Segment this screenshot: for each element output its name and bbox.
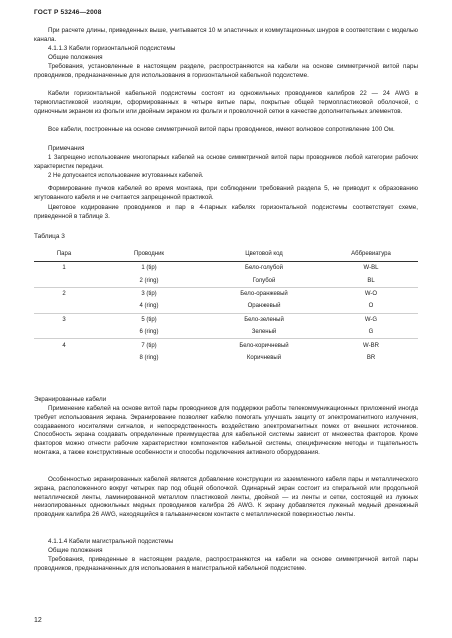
cell-abbr: W-G — [324, 313, 418, 326]
section-heading-4114: 4.1.1.4 Кабели магистральной подсистемы — [48, 538, 174, 545]
note-2: 2 Не допускается использование жгутованных кабелей. — [48, 173, 204, 179]
cell-conductor: 6 (ring) — [139, 329, 159, 336]
section-heading-4113: 4.1.1.3 Кабели горизонтальной подсистемы — [48, 45, 176, 52]
cell-abbr: W-BR — [324, 339, 418, 352]
cell-abbr: W-BL — [324, 262, 418, 275]
cell-color: Голубой — [252, 277, 276, 284]
cell-color: Коричневый — [246, 354, 282, 361]
notes-title: Примечания — [48, 145, 85, 152]
cell-conductor: 7 (tip) — [94, 339, 204, 352]
color-code-table — [34, 247, 418, 364]
cell-pair — [34, 352, 94, 364]
header-conductor: Проводник — [94, 247, 204, 262]
paragraph-length-note: При расчете длины, приведенных выше, учитывается 10 м эластичных и коммутационных шнуров в соответствии с моделью канала. — [34, 27, 418, 43]
table-row — [34, 274, 418, 287]
paragraph-bundling: Формирование пучков кабелей во время монтажа, при соблюдении требований раздела 5, не приводит к образованию жгутованного кабеля и не считается запрещенной практикой. — [34, 185, 418, 201]
cell-conductor: 5 (tip) — [94, 313, 204, 326]
table-row — [34, 287, 418, 300]
paragraph-backbone-scope: Требования, приведенные в настоящем разделе, распространяются на кабели на основе симметричной витой пары проводников, предназначенных для использования в магистральной кабельной подсистеме. — [34, 556, 418, 572]
cell-pair: 2 — [34, 287, 94, 300]
cell-color: Бело-коричневый — [204, 339, 324, 352]
table-title: Таблица 3 — [34, 233, 65, 240]
cell-color: Бело-голубой — [204, 262, 324, 275]
cell-color: Оранжевый — [247, 303, 281, 310]
document-header: ГОСТ Р 53246—2008 — [34, 9, 102, 16]
cell-abbr: W-O — [324, 287, 418, 300]
cell-conductor: 4 (ring) — [139, 303, 159, 310]
subheading-general: Общие положения — [48, 54, 103, 61]
table-row — [34, 313, 418, 326]
cell-color: Бело-оранжевый — [204, 287, 324, 300]
cell-conductor: 8 (ring) — [139, 354, 159, 361]
cell-abbr: O — [368, 303, 374, 310]
cell-abbr: G — [368, 329, 374, 336]
table-row — [34, 326, 418, 339]
cell-pair: 1 — [34, 262, 94, 275]
paragraph-construction: Кабели горизонтальной кабельной подсистемы состоят из одножильных проводников калибров 22 — 24 AWG в термопластиковой изоляции, сформированных в четыре витые пары, покрытые общей термопластиковой оболочкой, с одиночным экраном из фольги или двойным экраном из фольги и проволочной сетки в качестве дополнительных элементов. — [34, 90, 418, 115]
table-header-row — [34, 247, 418, 262]
header-pair: Пара — [34, 247, 94, 262]
header-abbreviation: Аббревиатура — [324, 247, 418, 262]
paragraph-shielding-purpose: Применение кабелей на основе витой пары проводников для поддержки работы телекоммуникационных приложений иногда требует использования экрана. Экранирование позволяет кабелю помогать улучшать защиту от электромагнитного излучения, создаваемого носителями сигналов, и непосредственность воздействию электромагнитных помех от внешних источников. Способность экрана создавать определенные преимущества для кабельной системы зависит от множества факторов. Кроме факторов можно отнести рабочие характеристики компонентов кабельной системы, специфические методы и тщательность монтажа, а также конструктивные особенности и способы подключения активного оборудования. — [34, 405, 418, 456]
header-color-code: Цветовой код — [204, 247, 324, 262]
table-row — [34, 352, 418, 364]
cell-color: Зеленый — [251, 329, 277, 336]
cell-conductor: 2 (ring) — [139, 277, 159, 284]
cell-abbr: BR — [366, 354, 376, 361]
note-1: 1 Запрещено использование многопарных кабелей на основе симметричной витой пары проводников любой категории рабочих характеристик передачи. — [34, 155, 418, 170]
paragraph-shield-construction: Особенностью экранированных кабелей является добавление конструкции из заземленного кабеля пары и металлического экрана, расположенного вокруг четырех пар под общей оболочкой. Одинарный экран состоит из спиральной или продольной металлической ленты, ламинированной металлом пластиковой ленты, двойной — из ленты и сетки, состоящей из лужных неизолированных одножильных медных проводников калибра 26 AWG. К экрану добавляется луженый медный дренажный проводник калибра 26 AWG, находящийся в гальваническом контакте с металлической поверхностью ленты. — [34, 476, 418, 519]
cell-pair: 4 — [34, 339, 94, 352]
table-row — [34, 300, 418, 313]
cell-conductor: 3 (tip) — [94, 287, 204, 300]
subheading-general-backbone: Общие положения — [48, 547, 103, 554]
paragraph-color-coding: Цветовое кодирование проводников и пар в 4-парных кабелях горизонтальной подсистемы соответствует схеме, приведенной в таблице 3. — [34, 204, 418, 220]
cell-pair: 3 — [34, 313, 94, 326]
page-number: 12 — [34, 617, 42, 624]
cell-abbr: BL — [367, 277, 375, 284]
cell-pair — [34, 300, 94, 313]
cell-color: Бело-зеленый — [204, 313, 324, 326]
cell-conductor: 1 (tip) — [94, 262, 204, 275]
table-row — [34, 262, 418, 275]
subheading-shielded-cables: Экранированные кабели — [34, 396, 107, 403]
cell-pair — [34, 326, 94, 339]
paragraph-scope: Требования, установленные в настоящем разделе, распространяются на кабели на основе симметричной витой пары проводников, предназначенные для использования в горизонтальной кабельной подсистеме. — [34, 63, 418, 79]
cell-pair — [34, 274, 94, 287]
paragraph-impedance: Все кабели, построенные на основе симметричной витой пары проводников, имеют волновое сопротивление 100 Ом. — [48, 126, 395, 133]
table-row — [34, 339, 418, 352]
